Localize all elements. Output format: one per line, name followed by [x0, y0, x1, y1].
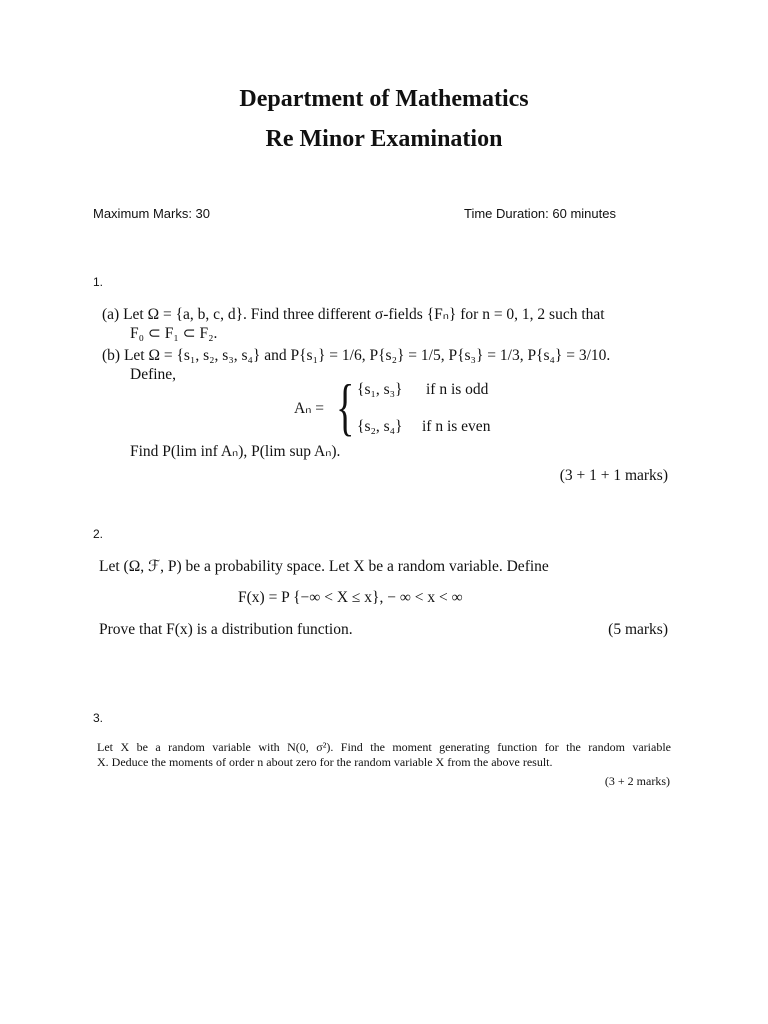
- question-2-number: 2.: [93, 527, 104, 541]
- q2-line1: Let (Ω, ℱ, P) be a probability space. Let X be a random variable. Define: [99, 558, 549, 575]
- q1-case-even-condition: if n is even: [422, 418, 491, 435]
- page-subtitle: Re Minor Examination: [265, 126, 503, 152]
- q2-prove: Prove that F(x) is a distribution function.: [99, 621, 353, 638]
- q3-line1: Let X be a random variable with N(0, σ²). Find the moment generating function for the random variable: [97, 740, 671, 754]
- q1-part-a-line1: (a) Let Ω = {a, b, c, d}. Find three different σ-fields {Fₙ} for n = 0, 1, 2 such that: [102, 306, 605, 323]
- q2-formula: F(x) = P {−∞ < X ≤ x}, − ∞ < x < ∞: [238, 589, 463, 606]
- q1-part-a-line2: F₀ ⊂ F₁ ⊂ F₂.: [130, 325, 218, 342]
- q1-marks: (3 + 1 + 1 marks): [559, 467, 668, 484]
- q1-part-b-line1: (b) Let Ω = {s₁, s₂, s₃, s₄} and P{s₁} = 1/6, P{s₂} = 1/5, P{s₃} = 1/3, P{s₄} = 3/10.: [102, 347, 611, 364]
- q1-case-odd-set: {s₁, s₃}: [357, 381, 403, 398]
- q1-brace: {: [336, 371, 355, 442]
- q2-marks: (5 marks): [608, 621, 668, 638]
- page-title: Department of Mathematics: [239, 86, 529, 112]
- q3-line2: X. Deduce the moments of order n about zero for the random variable X from the above result.: [97, 755, 553, 769]
- time-duration: Time Duration: 60 minutes: [464, 206, 616, 221]
- max-marks: Maximum Marks: 30: [93, 206, 211, 221]
- q1-part-b-line2: Define,: [130, 366, 177, 383]
- q3-marks: (3 + 2 marks): [604, 774, 670, 788]
- q1-set-definition-lhs: Aₙ =: [294, 400, 324, 417]
- question-1-number: 1.: [93, 275, 104, 289]
- q1-find: Find P(lim inf Aₙ), P(lim sup Aₙ).: [130, 443, 341, 460]
- q1-case-odd-condition: if n is odd: [426, 381, 489, 398]
- question-3-number: 3.: [93, 711, 104, 725]
- q1-case-even-set: {s₂, s₄}: [357, 418, 403, 435]
